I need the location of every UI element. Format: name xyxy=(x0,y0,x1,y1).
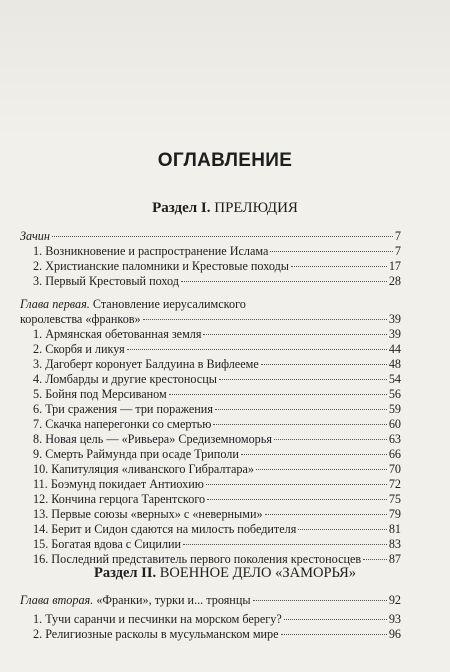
page-number: 60 xyxy=(388,417,401,431)
page-number: 70 xyxy=(388,462,401,476)
page-number: 7 xyxy=(394,229,401,243)
entry-title: 15. Богатая вдова с Сицилии xyxy=(33,537,182,551)
leader-dots xyxy=(206,484,387,485)
leader-dots xyxy=(241,454,387,455)
toc-entry[interactable] xyxy=(33,432,401,447)
chapter-1-list xyxy=(20,327,401,567)
leader-dots xyxy=(181,281,387,282)
entry-title: 4. Ломбарды и другие крестоносцы xyxy=(33,372,217,386)
chapter-2-label: Глава вторая. xyxy=(20,593,94,607)
toc-entry[interactable] xyxy=(33,447,401,462)
page-number: 66 xyxy=(388,447,401,461)
section-2-name: ВОЕННОЕ ДЕЛО «ЗАМОРЬЯ» xyxy=(159,565,357,581)
page-number: 63 xyxy=(388,432,401,446)
page-number: 56 xyxy=(388,387,401,401)
page-number: 83 xyxy=(388,537,401,551)
toc-entry[interactable] xyxy=(33,507,401,522)
section-2-prefix: Раздел II. xyxy=(93,565,157,581)
entry-title: 10. Капитуляция «ливанского Гибралтара» xyxy=(33,462,254,476)
chapter-1-title-line1: Становление иерусалимского xyxy=(92,297,246,311)
entry-title: 3. Первый Крестовый поход xyxy=(33,274,180,288)
entry-title: 2. Христианские паломники и Крестовые походы xyxy=(33,259,289,273)
section-1-prefix: Раздел I. xyxy=(152,200,211,216)
toc-entry[interactable] xyxy=(33,372,401,387)
toc-entry[interactable] xyxy=(33,327,401,342)
page-number: 96 xyxy=(388,627,401,641)
leader-dots xyxy=(253,600,387,601)
toc-entry[interactable] xyxy=(33,402,401,417)
entry-title: 13. Первые союзы «верных» с «неверными» xyxy=(33,507,263,521)
page-title: ОГЛАВЛЕНИЕ xyxy=(157,150,293,171)
toc-entry[interactable] xyxy=(33,612,401,627)
leader-dots xyxy=(203,334,386,335)
entry-title: 9. Смерть Раймунда при осаде Триполи xyxy=(33,447,239,461)
page-number: 93 xyxy=(388,612,401,626)
leader-dots xyxy=(274,439,387,440)
toc-entry[interactable] xyxy=(33,522,401,537)
leader-dots xyxy=(52,236,393,237)
toc-entry[interactable] xyxy=(33,537,401,552)
page-number: 7 xyxy=(394,244,401,258)
entry-title: 16. Последний представитель первого поколения крестоносцев xyxy=(33,552,362,566)
toc-entry[interactable] xyxy=(33,462,401,477)
leader-dots xyxy=(143,319,387,320)
page-number: 28 xyxy=(388,274,401,288)
entry-title: 2. Религиозные расколы в мусульманском мире xyxy=(33,627,279,641)
entry-title: 1. Тучи саранчи и песчинки на морском берегу? xyxy=(33,612,282,626)
page-number: 48 xyxy=(388,357,401,371)
bleed-through-shading xyxy=(0,0,450,140)
section-1-heading xyxy=(0,200,450,217)
page-number: 39 xyxy=(388,327,401,341)
leader-dots xyxy=(261,364,387,365)
toc-entry[interactable] xyxy=(33,417,401,432)
entry-title: 2. Скорбя и ликуя xyxy=(33,342,125,356)
leader-dots xyxy=(298,529,386,530)
toc-entry[interactable] xyxy=(33,627,401,642)
toc-entry[interactable] xyxy=(33,274,401,289)
leader-dots xyxy=(127,349,387,350)
chapter-2-list xyxy=(20,612,401,642)
toc-entry[interactable] xyxy=(33,357,401,372)
leader-dots xyxy=(183,544,387,545)
toc-entry-chapter-1[interactable] xyxy=(20,297,401,327)
entry-title: 14. Берит и Сидон сдаются на милость победителя xyxy=(33,522,297,536)
page-number: 81 xyxy=(388,522,401,536)
entry-title: 12. Кончина герцога Тарентского xyxy=(33,492,206,506)
section-1-name: ПРЕЛЮДИЯ xyxy=(214,200,298,216)
leader-dots xyxy=(284,619,387,620)
chapter-1-label: Глава первая. xyxy=(20,297,90,311)
entry-title: 3. Дагоберт коронует Балдуина в Вифлееме xyxy=(33,357,259,371)
toc-block-1 xyxy=(20,229,401,567)
toc-entry[interactable] xyxy=(33,259,401,274)
page-number: 87 xyxy=(388,552,401,566)
toc-entry[interactable] xyxy=(33,477,401,492)
leader-dots xyxy=(256,469,387,470)
leader-dots xyxy=(265,514,387,515)
toc-entry[interactable] xyxy=(33,244,401,259)
leader-dots xyxy=(219,379,387,380)
page-number: 72 xyxy=(388,477,401,491)
chapter-2-title: «Франки», турки и... троянцы xyxy=(96,593,251,607)
page-number: 17 xyxy=(388,259,401,273)
entry-title: 1. Возникновение и распространение Ислама xyxy=(33,244,269,258)
leader-dots xyxy=(363,559,387,560)
toc-entry-zachin[interactable] xyxy=(20,229,401,244)
chapter-1-title-line2: королевства «франков» xyxy=(20,312,141,326)
toc-entry[interactable] xyxy=(33,387,401,402)
leader-dots xyxy=(169,394,387,395)
page-number: 92 xyxy=(388,593,401,607)
toc-entry[interactable] xyxy=(33,492,401,507)
entry-title: 5. Бойня под Мерсиваном xyxy=(33,387,167,401)
zachin-label: Зачин xyxy=(20,229,50,243)
page-number: 54 xyxy=(388,372,401,386)
leader-dots xyxy=(207,499,387,500)
leader-dots xyxy=(213,424,387,425)
page-number: 59 xyxy=(388,402,401,416)
toc-block-2 xyxy=(20,593,401,642)
entry-title: 11. Боэмунд покидает Антиохию xyxy=(33,477,204,491)
page-number: 75 xyxy=(388,492,401,506)
entry-title: 1. Армянская обетованная земля xyxy=(33,327,202,341)
leader-dots xyxy=(281,634,387,635)
toc-entry[interactable] xyxy=(33,342,401,357)
page-number: 44 xyxy=(388,342,401,356)
page-number: 79 xyxy=(388,507,401,521)
leader-dots xyxy=(215,409,387,410)
section-2-heading xyxy=(0,565,450,582)
leader-dots xyxy=(291,266,387,267)
entry-title: 8. Новая цель — «Ривьера» Средиземноморья xyxy=(33,432,272,446)
entry-title: 7. Скачка наперегонки со смертью xyxy=(33,417,212,431)
toc-entry-chapter-2[interactable] xyxy=(20,593,401,608)
zachin-list xyxy=(20,244,401,289)
entry-title: 6. Три сражения — три поражения xyxy=(33,402,213,416)
page-number: 39 xyxy=(388,312,401,326)
leader-dots xyxy=(270,251,392,252)
